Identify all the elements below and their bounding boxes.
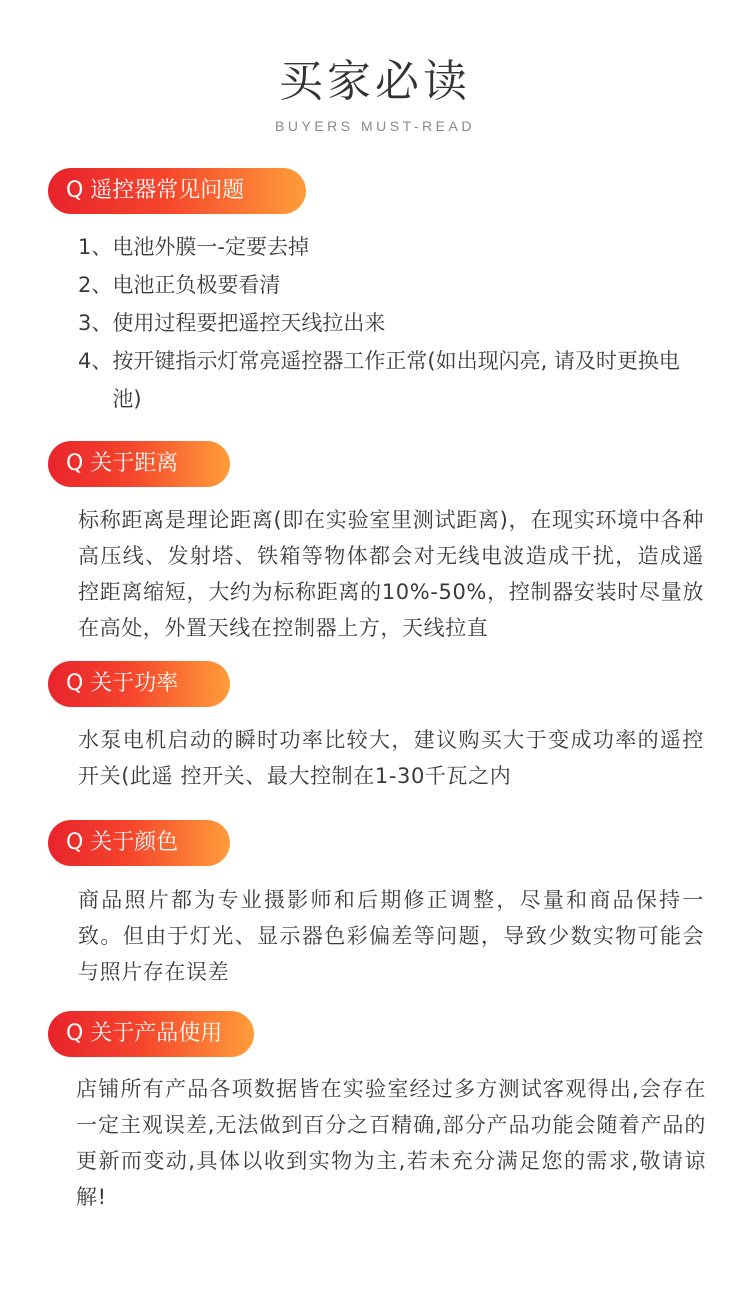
list-item-number: 2、: [78, 273, 113, 297]
list-item-text: 电池正负极要看清: [112, 273, 281, 297]
list-item: [78, 304, 708, 342]
page-title: 买家必读: [279, 56, 471, 107]
list-item-text: 按开键指示灯常亮遥控器工作正常(如出现闪亮, 请及时更换电池): [112, 349, 680, 411]
distance-paragraph: 标称距离是理论距离(即在实验室里测试距离)，在现实环境中各种高压线、发射塔、铁箱等物体都会对无线电波造成干扰，造成遥控距离缩短，大约为标称距离的10%-50%，控制器安装时尽量放在高处，外置天线在控制器上方，天线拉直: [78, 508, 704, 640]
section-tag-product-usage: Q 关于产品使用: [48, 1011, 254, 1057]
list-item: [78, 228, 708, 266]
color-paragraph: 商品照片都为专业摄影师和后期修正调整，尽量和商品保持一致。但由于灯光、显示器色彩偏差等问题，导致少数实物可能会与照片存在误差: [78, 888, 704, 984]
section-tag-distance: Q 关于距离: [48, 441, 230, 487]
list-item: [78, 342, 708, 418]
product-usage-paragraph: 店铺所有产品各项数据皆在实验室经过多方测试客观得出,会存在一定主观误差,无法做到百分之百精确,部分产品功能会随着产品的更新而变动,具体以收到实物为主,若未充分满足您的需求,敬请谅解!: [76, 1077, 706, 1209]
page-subtitle: BUYERS MUST-READ: [275, 118, 475, 134]
section-tag-remote-faq: Q 遥控器常见问题: [48, 168, 306, 214]
list-item: [78, 266, 708, 304]
page-header: [0, 52, 750, 134]
list-item-number: 1、: [78, 235, 113, 259]
list-item-text: 电池外膜一-定要去掉: [112, 235, 309, 259]
list-item-number: 3、: [78, 311, 113, 335]
list-item-text: 使用过程要把遥控天线拉出来: [112, 311, 386, 335]
section-tag-power: Q 关于功率: [48, 661, 230, 707]
power-paragraph: 水泵电机启动的瞬时功率比较大，建议购买大于变成功率的遥控开关(此遥 控开关、最大控制在1-30千瓦之内: [78, 728, 704, 788]
list-item-number: 4、: [78, 349, 113, 373]
remote-faq-list: [78, 228, 708, 418]
section-tag-color: Q 关于颜色: [48, 820, 230, 866]
